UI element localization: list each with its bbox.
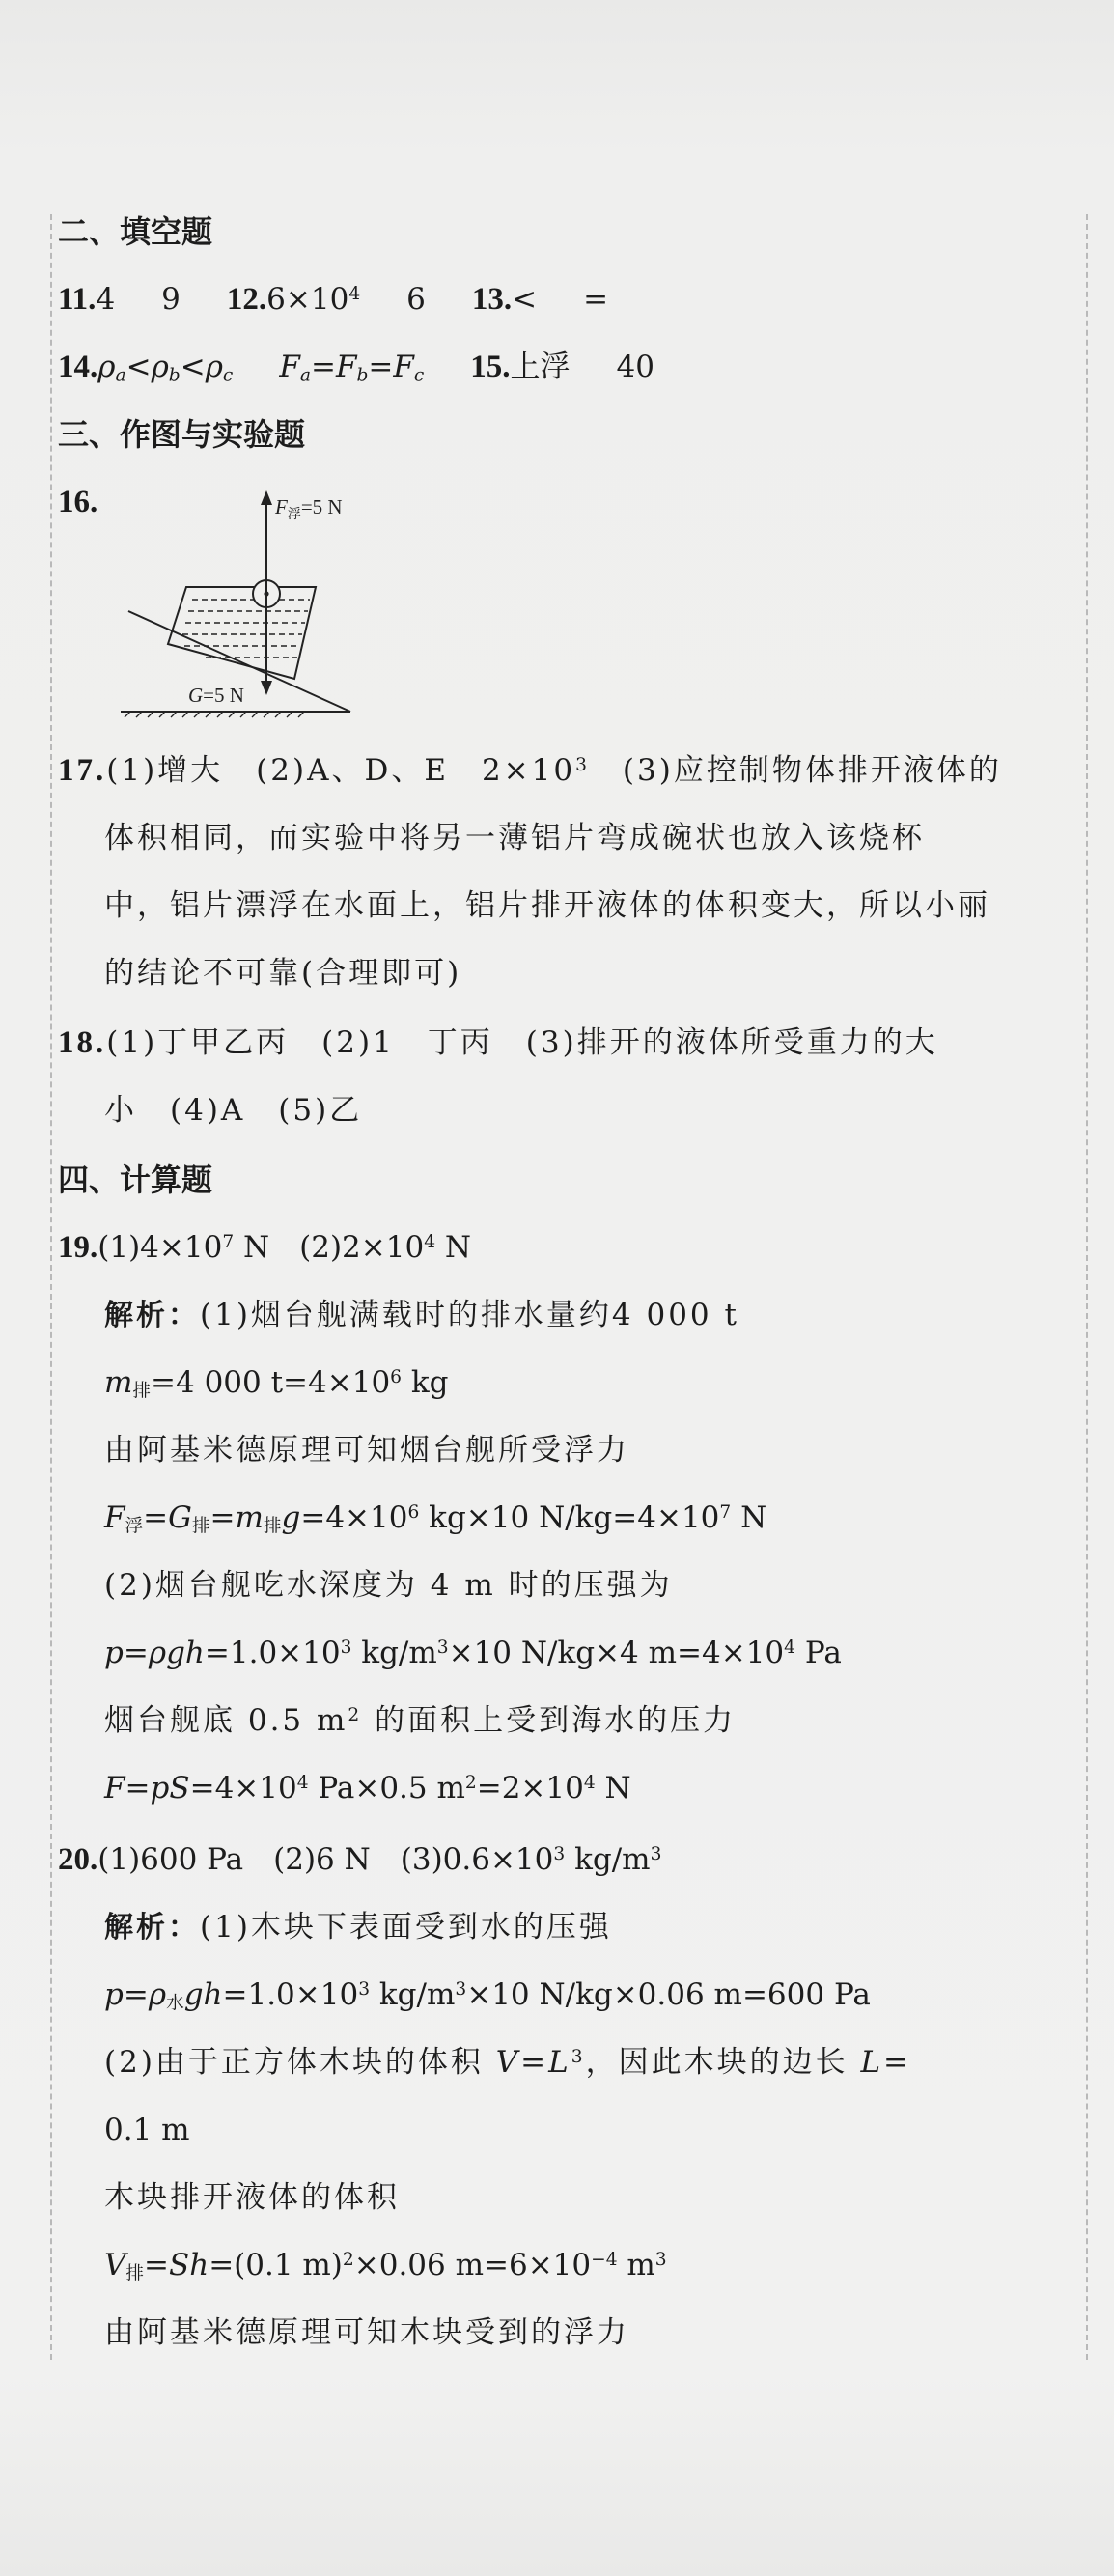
section-heading-calc: 四、计算题 <box>58 1162 213 1198</box>
q19-solution-1: 解析：(1)烟台舰满载时的排水量约4 000 t <box>104 1298 739 1332</box>
q11-number: 11. <box>58 282 97 317</box>
q20-solution-2: $p=\rho_水gh=1.0\times 10^3$ $kg/m^3\times 10$ N/kg×0.06 m=600 Pa <box>104 1977 871 2014</box>
q11-answer-1: 4 <box>96 282 116 317</box>
q17-line-2: 体积相同，而实验中将另一薄铝片弯成碗状也放入该烧杯 <box>104 821 925 855</box>
left-dashed-border <box>50 214 52 2360</box>
q12-answer-1: $6\times 10^4$ <box>266 282 361 317</box>
q19-solution-7: 烟台舰底 0.5 $m^2$ 的面积上受到海水的压力 <box>104 1703 737 1738</box>
q15-number: 15. <box>470 350 511 384</box>
q11-answer-2: 9 <box>161 282 181 317</box>
q13-answer-1: < <box>512 282 538 317</box>
q14-number: 14. <box>58 350 98 384</box>
gravity-label: G=5 N <box>188 684 244 707</box>
q13-number: 13. <box>471 282 513 317</box>
q19-jiexi-label: 解析： <box>104 1299 200 1332</box>
buoyancy-label: $F_浮=5$ N <box>275 495 343 522</box>
q18-line-1: 18.(1)丁甲乙丙 (2)1 丁丙 (3)排开的液体所受重力的大 <box>58 1025 938 1060</box>
q14-answer-2: $F_a=F_b=F_c$ <box>279 350 425 386</box>
q13-answer-2: = <box>583 282 609 317</box>
q19-solution-5: (2)烟台舰吃水深度为 4 m 时的压强为 <box>104 1568 673 1603</box>
q19-solution-4: $F_浮=G_排=m_排g=4\times 10^6$ kg×10 $N/kg=4\times 10^7$ N <box>104 1500 767 1537</box>
q20-solution-5: 木块排开液体的体积 <box>104 2180 400 2215</box>
q20-solution-3: (2)由于正方体木块的体积 $V=L^3$，因此木块的边长 L= <box>104 2045 912 2080</box>
q20-jiexi-label: 解析： <box>104 1911 200 1945</box>
q14-answer-1: $\rho_a<\rho_b<\rho_c$ <box>97 350 234 386</box>
q19-solution-3: 由阿基米德原理可知烟台舰所受浮力 <box>104 1433 629 1468</box>
q17-line-4: 的结论不可靠(合理即可) <box>104 956 462 991</box>
q12-number: 12. <box>226 282 267 317</box>
q17-line-3: 中，铝片漂浮在水面上，铝片排开液体的体积变大，所以小丽 <box>104 888 990 923</box>
q20-solution-6: $V_排=Sh=(0.1$ m)$^2$×0.06 $m=6\times 10^{-4}$ $m^3$ <box>104 2248 667 2284</box>
q17-number: 17. <box>58 753 107 788</box>
q19-solution-6: $p=\rho gh=1.0\times 10^3$ $kg/m^3\times 10$ N/kg×4 $m=4\times 10^4$ Pa <box>104 1636 842 1670</box>
q19-answer: $19.(1)4\times 10^7$ N $(2)2\times 10^4$ N <box>58 1230 472 1265</box>
q20-solution-1: 解析：(1)木块下表面受到水的压强 <box>104 1910 612 1945</box>
q12-answer-2: 6 <box>406 282 426 317</box>
section-heading-draw: 三、作图与实验题 <box>58 416 306 453</box>
right-dashed-border <box>1086 214 1088 2360</box>
q16-number: 16. <box>58 485 98 519</box>
q20-solution-4: 0.1 m <box>104 2113 190 2147</box>
q19-solution-2: $m_排=4$ 000 $t=4\times 10^6$ kg <box>104 1365 449 1402</box>
q18-number: 18. <box>58 1025 107 1060</box>
q18-line-2: 小 (4)A (5)乙 <box>104 1093 363 1128</box>
section-heading-fill: 二、填空题 <box>58 213 213 250</box>
q19-number: 19. <box>58 1230 98 1265</box>
q20-answer: 20.(1)600 Pa (2)6 N $(3)0.6\times 10^3$ $kg/m^3$ <box>58 1842 662 1877</box>
buoyancy-force-diagram <box>111 488 367 719</box>
q17-line-1: 17.(1)增大 (2)A、D、E $2\times 10^3$ (3)应控制物体排开液体的 <box>58 753 1002 788</box>
q20-solution-7: 由阿基米德原理可知木块受到的浮力 <box>104 2315 629 2350</box>
q15-answer-2: 40 <box>616 350 654 384</box>
q19-solution-8: $F=pS=4\times 10^4$ Pa×0.5 $m^2=2\times 10^4$ N <box>104 1771 631 1806</box>
q16-row <box>58 481 97 523</box>
q15-answer-1: 上浮 <box>510 350 571 384</box>
answers-14-15 <box>58 346 654 388</box>
q20-number: 20. <box>58 1842 98 1877</box>
answers-11-13 <box>58 278 608 321</box>
